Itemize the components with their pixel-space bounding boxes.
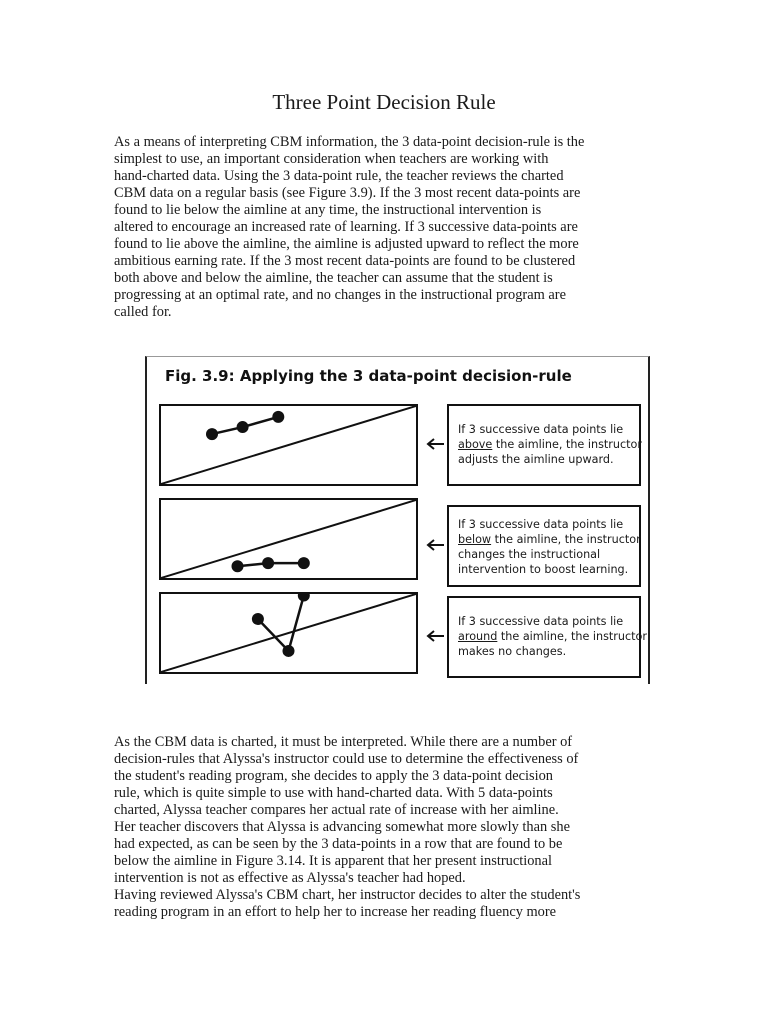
note-text: changes the instructional [458, 548, 601, 561]
data-point-1 [252, 613, 264, 625]
text-line: the student's reading program, she decides to apply the 3 data-point decision [114, 768, 553, 784]
note-text: If 3 successive data points lie [458, 615, 624, 628]
text-line: As the CBM data is charted, it must be interpreted. While there are a number of [114, 734, 573, 750]
intro-paragraph [114, 134, 659, 321]
note-text: the aimline, the instructor [497, 630, 647, 643]
figure-title: Fig. 3.9: Applying the 3 data-point decision-rule [165, 367, 572, 385]
figure-3-9 [145, 356, 650, 684]
data-point-2 [262, 557, 274, 569]
chart-panel-above [159, 404, 418, 486]
note-text: If 3 successive data points lie [458, 518, 624, 531]
note-text: above [458, 438, 493, 451]
text-line: altered to encourage an increased rate of learning. If 3 successive data-points are [114, 219, 578, 235]
note-text: intervention to boost learning. [458, 563, 629, 576]
note-line [458, 437, 642, 452]
text-line: Having reviewed Alyssa's CBM chart, her instructor decides to alter the student's [114, 887, 581, 903]
note-around [447, 596, 647, 678]
note-text: the aimline, the instructor [491, 533, 641, 546]
chart-svg-below [161, 500, 416, 578]
chart-svg-above [161, 406, 416, 484]
data-line [258, 596, 304, 651]
note-line [458, 452, 639, 467]
note-text: adjusts the aimline upward. [458, 453, 614, 466]
note-line [458, 517, 639, 532]
note-line [458, 644, 639, 659]
note-above [447, 404, 641, 486]
aimline [161, 406, 416, 484]
left-arrow-icon [425, 629, 445, 643]
chart-svg-around [161, 594, 416, 672]
note-below [447, 505, 641, 587]
note-text: makes no changes. [458, 645, 567, 658]
data-point-3 [298, 594, 310, 602]
note-line [458, 422, 639, 437]
note-text: If 3 successive data points lie [458, 423, 624, 436]
text-line: simplest to use, an important consideration when teachers are working with [114, 151, 549, 167]
text-line: CBM data on a regular basis (see Figure 3.9). If the 3 most recent data-points are [114, 185, 581, 201]
text-line: As a means of interpreting CBM information, the 3 data-point decision-rule is the [114, 134, 585, 150]
chart-panel-below [159, 498, 418, 580]
text-line: decision-rules that Alyssa's instructor could use to determine the effectiveness of [114, 751, 579, 767]
text-line: progressing at an optimal rate, and no changes in the instructional program are [114, 287, 566, 303]
aimline [161, 500, 416, 578]
text-line: Her teacher discovers that Alyssa is advancing somewhat more slowly than she [114, 819, 570, 835]
text-line: below the aimline in Figure 3.14. It is apparent that her present instructional [114, 853, 553, 869]
text-line: called for. [114, 304, 172, 320]
left-arrow-icon [425, 538, 445, 552]
data-point-1 [232, 560, 244, 572]
note-text: the aimline, the instructor [492, 438, 642, 451]
text-line: ambitious earning rate. If the 3 most recent data-points are found to be clustered [114, 253, 576, 269]
page-title: Three Point Decision Rule [272, 90, 496, 114]
text-line: reading program in an effort to help her to increase her reading fluency more [114, 904, 557, 920]
data-point-3 [298, 557, 310, 569]
body-paragraph [114, 734, 659, 921]
text-line: both above and below the aimline, the teacher can assume that the student is [114, 270, 553, 286]
note-line [458, 562, 639, 577]
text-line: rule, which is quite simple to use with hand-charted data. With 5 data-points [114, 785, 553, 801]
chart-panel-around [159, 592, 418, 674]
note-line [458, 532, 639, 547]
data-point-2 [237, 421, 249, 433]
note-text: below [458, 533, 492, 546]
data-point-3 [272, 411, 284, 423]
aimline [161, 594, 416, 672]
note-text: around [458, 630, 498, 643]
data-point-2 [283, 645, 295, 657]
text-line: charted, Alyssa teacher compares her actual rate of increase with her aimline. [114, 802, 559, 818]
note-line [458, 547, 639, 562]
text-line: hand-charted data. Using the 3 data-point rule, the teacher reviews the charted [114, 168, 564, 184]
note-line [458, 629, 647, 644]
text-line: had expected, as can be seen by the 3 data-points in a row that are found to be [114, 836, 563, 852]
data-point-1 [206, 428, 218, 440]
text-line: intervention is not as effective as Alyssa's teacher had hoped. [114, 870, 466, 886]
note-line [458, 614, 639, 629]
text-line: found to lie above the aimline, the aimline is adjusted upward to reflect the more [114, 236, 579, 252]
text-line: found to lie below the aimline at any time, the instructional intervention is [114, 202, 542, 218]
left-arrow-icon [425, 437, 445, 451]
